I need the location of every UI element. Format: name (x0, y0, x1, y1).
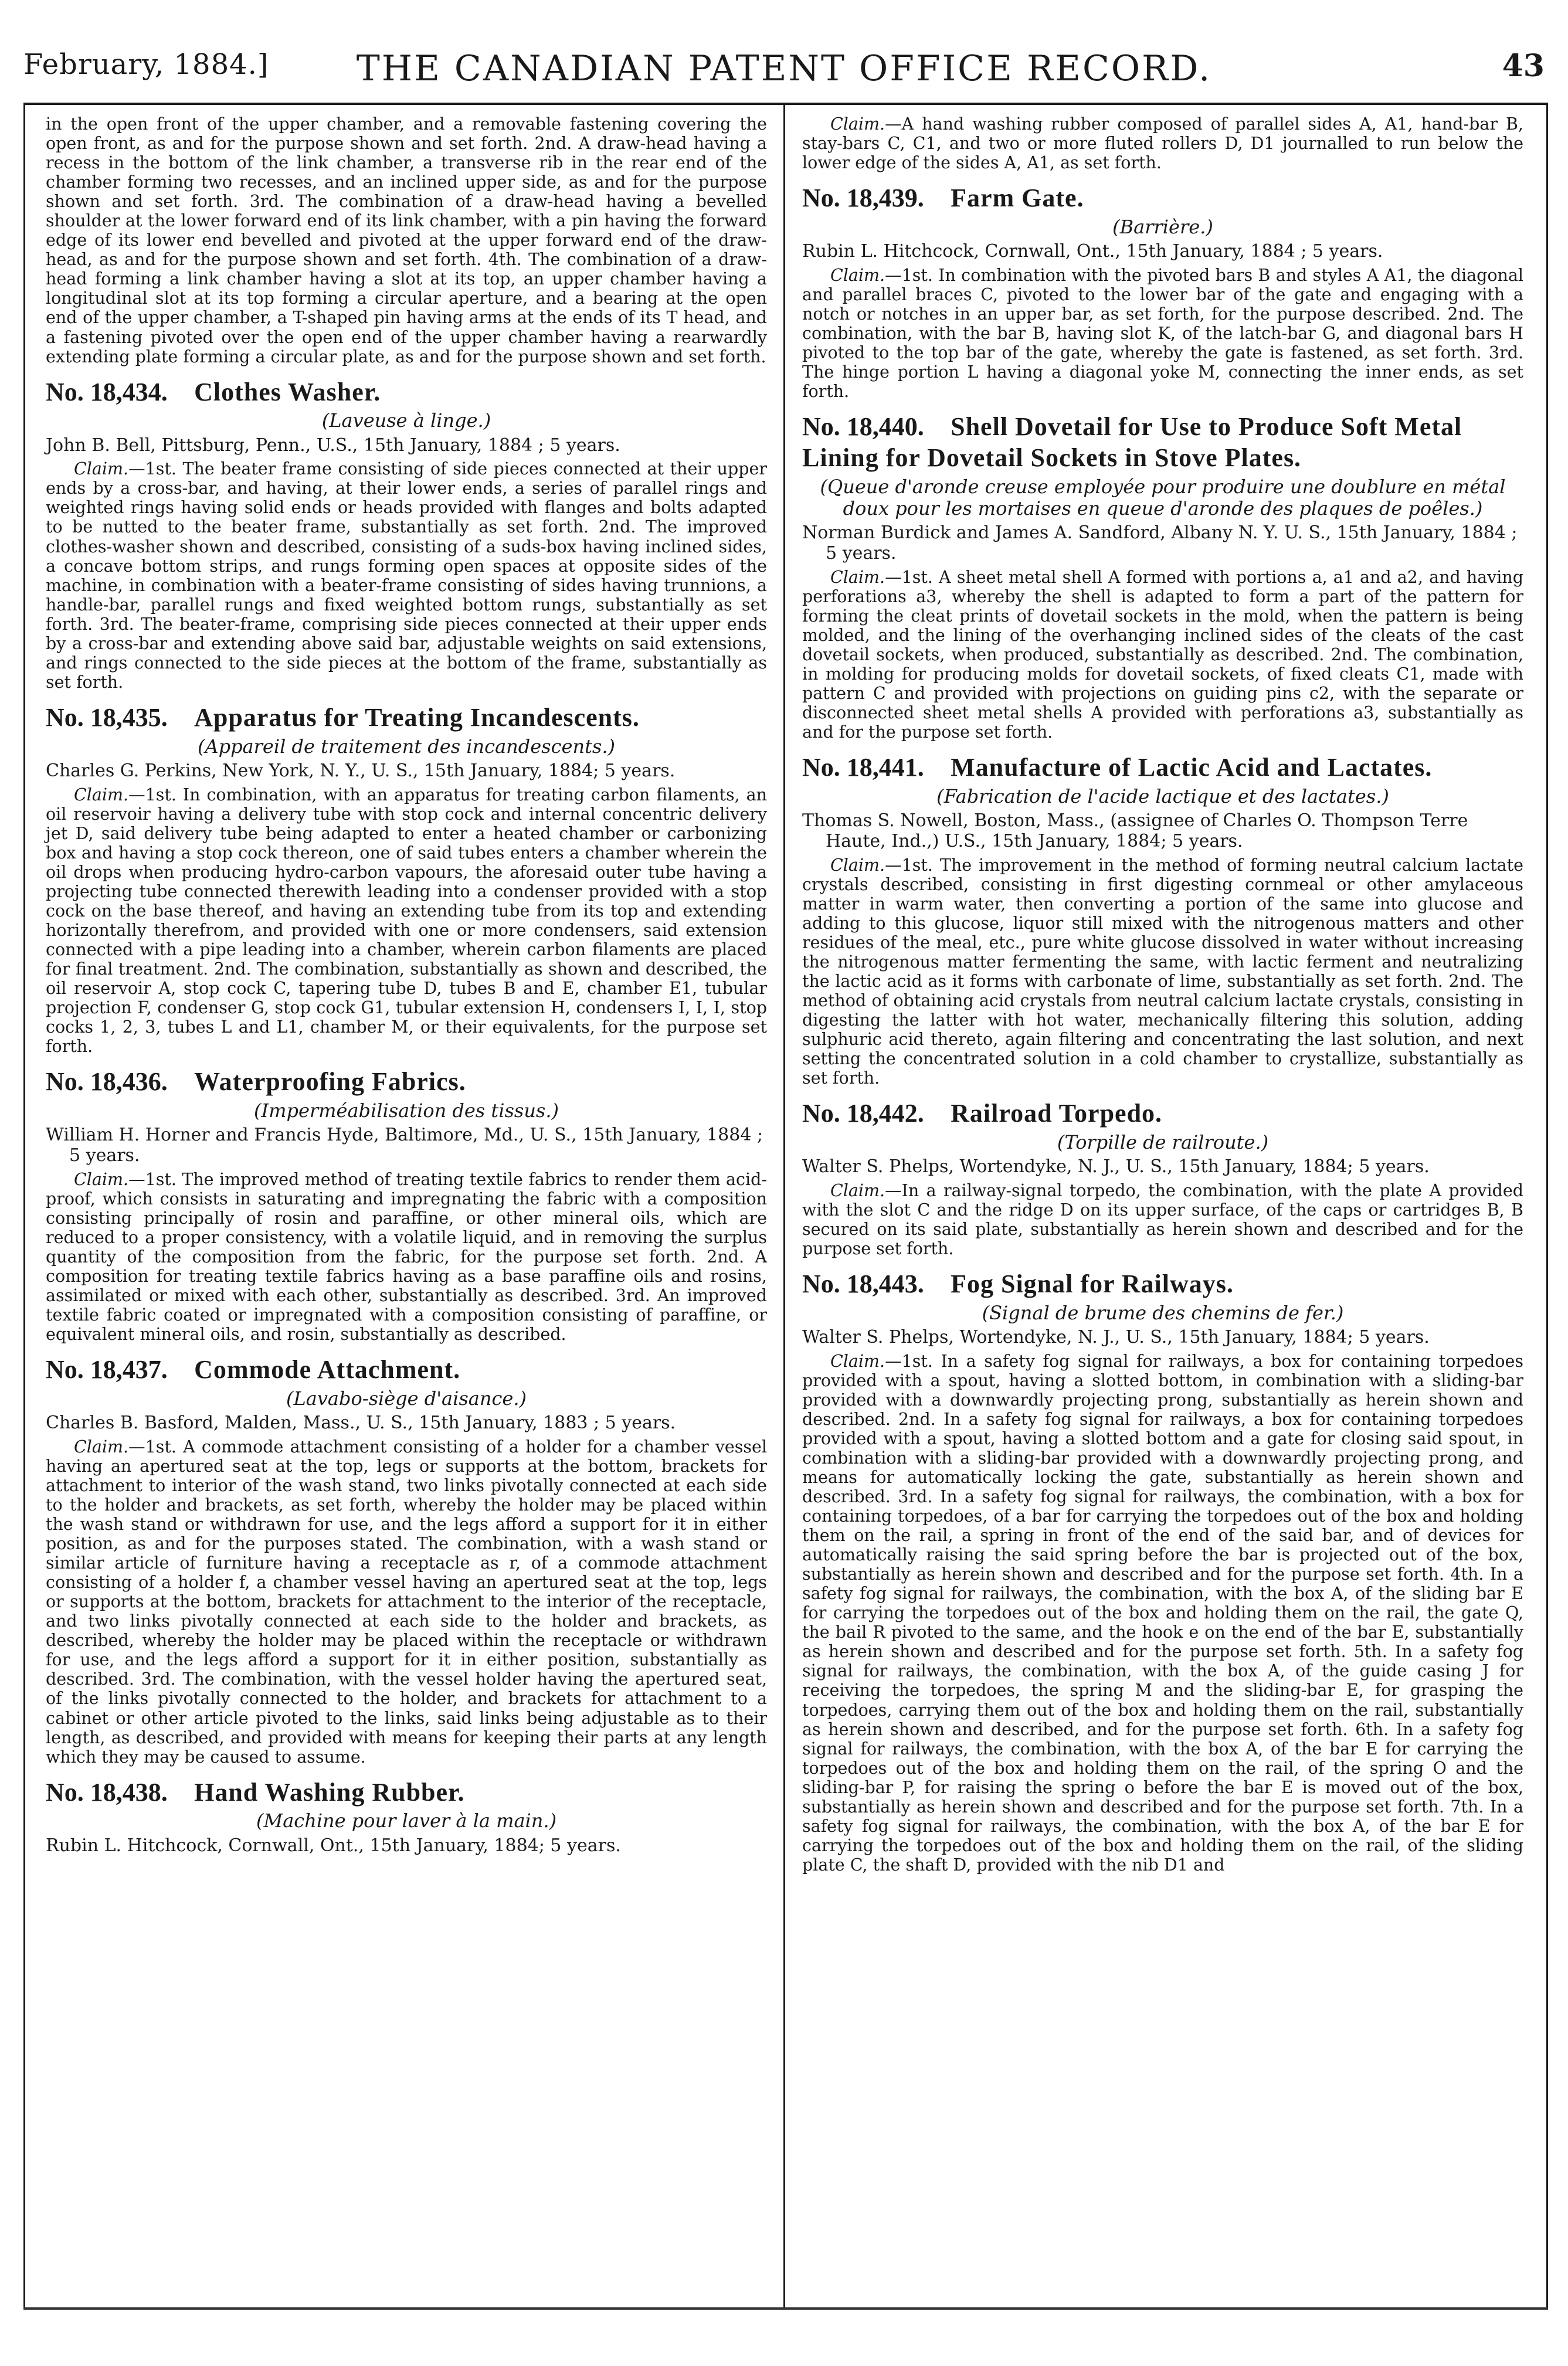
claim-label: Claim. (74, 1437, 129, 1457)
patent-entry (46, 1067, 767, 1344)
claim-text: —1st. The improved method of treating textile fabrics to render them acid-proof, which consists in saturating and impregnating the fabric with a composition consisting principally of rosin and paraffine, or other mineral oils, which are reduced to a proper consistency, with a volatile liquid, and in removing the surplus quantity of the composition from the fabric, for the purpose set forth. 2nd. A composition for treating textile fabrics having as a base paraffine oils and rosins, assimilated or mixed with each other, substantially as described. 3rd. An improved textile fabric coated or impregnated with a composition consisting of paraffine, or equivalent mineral oils, and rosin, substantially as described. (46, 1169, 767, 1345)
claim-text: —1st. The improvement in the method of forming neutral calcium lactate crystals described, consisting in first digesting cornmeal or other amylaceous matter in warm water, then converting a portion of the same into glucose and adding to this glucose, liquor still mixed with the nitrogenous matters and other residues of the meal, etc., pure white glucose dissolved in water without increasing the nitrogenous matter fermenting the same, with lactic ferment and neutralizing the lactic acid as it forms with carbonate of lime, substantially as set forth. 2nd. The method of obtaining acid crystals from neutral calcium lactate crystals, consisting in digesting the latter with hot water, mechanically filtering this solution, adding sulphuric acid thereto, again filtering and concentrating the last solution, and next setting the concentrated solution in a cold chamber to crystallize, substantially as set forth. (802, 855, 1523, 1088)
patent-entry (46, 377, 767, 692)
patent-title: Fog Signal for Railways. (951, 1269, 1234, 1298)
claim-text: —1st. A sheet metal shell A formed with portions a, a1 and a2, and having perforations a3, whereby the shell is adapted to form a part of the pattern for forming the cleat prints of dovetail sockets in the mold, when the pattern is being molded, and the lining of the overhanging inclined sides of the cleats of the cast dovetail sockets, when produced, substantially as described. 2nd. The combination, in molding for producing molds for dovetail sockets, of fixed cleats C1, made with pattern C and provided with projections on guiding pins c2, with the separate or disconnected sheet metal shells A provided with perforations a3, substantially as and for the purpose set forth. (802, 567, 1523, 742)
header-date: February, 1884.] (23, 48, 269, 81)
inventor-line: Rubin L. Hitchcock, Cornwall, Ont., 15th January, 1884; 5 years. (46, 1835, 621, 1856)
inventor-line: William H. Horner and Francis Hyde, Baltimore, Md., U. S., 15th January, 1884 ; 5 years. (46, 1125, 763, 1166)
entry-heading (802, 752, 1523, 783)
entry-heading (802, 412, 1523, 474)
claim-label: Claim. (74, 785, 129, 804)
inventor-line: John B. Bell, Pittsburg, Penn., U.S., 15th January, 1884 ; 5 years. (46, 434, 620, 456)
french-title: (Fabrication de l'acide lactique et des lactates.) (936, 785, 1389, 807)
french-title: (Machine pour laver à la main.) (256, 1810, 557, 1832)
patent-title: Farm Gate. (951, 184, 1084, 213)
continuation-claim (802, 114, 1523, 172)
claim-label: Claim. (74, 459, 129, 479)
patent-entry (802, 183, 1523, 401)
inventor-line: Charles G. Perkins, New York, N. Y., U. S., 15th January, 1884; 5 years. (46, 760, 676, 781)
claim-text: —In a railway-signal torpedo, the combination, with the plate A provided with the slot C and the ridge D on its upper surface, of the caps or cartridges B, B secured on its said plate, substantially as herein shown and described and for the purpose set forth. (802, 1180, 1523, 1258)
french-title: (Torpille de railroute.) (1057, 1131, 1269, 1153)
claim-paragraph (46, 785, 767, 1057)
french-title: (Barrière.) (1112, 215, 1213, 238)
claim-label: Claim. (830, 855, 885, 875)
patent-title: Railroad Torpedo. (951, 1099, 1163, 1128)
french-title: (Imperméabilisation des tissus.) (253, 1099, 559, 1122)
claim-paragraph (802, 1181, 1523, 1258)
patent-title: Apparatus for Treating Incandescents. (194, 702, 640, 732)
patent-title: Manufacture of Lactic Acid and Lactates. (951, 753, 1433, 782)
inventor-line: Thomas S. Nowell, Boston, Mass., (assignee of Charles O. Thompson Terre Haute, Ind.,) U.S., 15th January, 1884; 5 years. (802, 810, 1468, 851)
claim-label: Claim. (830, 567, 885, 587)
claim-label: Claim. (830, 1351, 885, 1371)
right-entries (802, 183, 1523, 1875)
left-entries (46, 377, 767, 1856)
patent-entry (802, 412, 1523, 742)
patent-number: No. 18,438. (46, 1777, 168, 1807)
page-number: 43 (1502, 48, 1545, 84)
patent-entry (46, 702, 767, 1056)
claim-label: Claim. (830, 114, 885, 134)
column-divider (783, 103, 785, 2307)
bottom-rule (23, 2307, 1548, 2310)
french-title: (Lavabo-siège d'aisance.) (286, 1387, 527, 1410)
claim-paragraph (46, 1437, 767, 1767)
entry-heading (802, 183, 1523, 214)
french-title: (Appareil de traitement des incandescents.) (197, 735, 615, 758)
claim-text: —1st. In a safety fog signal for railways, a box for containing torpedoes provided with a spout, having a slotted bottom, in combination with a sliding-bar provided with a downwardly projecting prong, substantially as herein shown and described. 2nd. In a safety fog signal for railways, a box for containing torpedoes provided with a spout, having a slotted bottom and a gate for closing said spout, in combination with a sliding-bar provided with a downwardly projecting prong, and means for automatically locking the gate, substantially as herein shown and described. 3rd. In a safety fog signal for railways, the combination, with a box for containing torpedoes, of a bar for carrying the torpedoes out of the box and holding them on the rail, a spring in front of the end of the said bar, and of devices for automatically raising the said spring before the bar is projected out of the box, substantially as herein shown and described and for the purpose set forth. 4th. In a safety fog signal for railways, the combination, with the box A, of the sliding bar E for carrying the torpedoes out of the box and holding them on the rail, the gate Q, the bail R pivoted to the same, and the hook e on the end of the bar E, substantially as herein shown and described and for the purpose set forth. 5th. In a safety fog signal for railways, the combination, with the box A, of the guide casing J for receiving the torpedoes, the spring M and the sliding-bar E, for grasping the torpedoes, carrying them out of the box and holding them on the rail, substantially as herein shown and described, and for the purpose set forth. 6th. In a safety fog signal for railways, the combination, with the box A, of the bar E for carrying the torpedoes out of the box and holding them on the rail, of the spring O and the sliding-bar P, for raising the spring o before the bar E is moved out of the box, substantially as herein shown and described and for the purpose set forth. 7th. In a safety fog signal for railways, the combination, with the box A, of the bar E for carrying the torpedoes out of the box and holding them on the rail, of the sliding plate C, the shaft D, provided with the nib D1 and (802, 1351, 1523, 1875)
claim-paragraph (802, 568, 1523, 742)
patent-entry (802, 1269, 1523, 1875)
patent-title: Hand Washing Rubber. (194, 1777, 465, 1807)
patent-number: No. 18,435. (46, 702, 168, 732)
inventor-line: Charles B. Basford, Malden, Mass., U. S., 15th January, 1883 ; 5 years. (46, 1413, 676, 1434)
claim-text: —A hand washing rubber composed of parallel sides A, A1, hand-bar B, stay-bars C, C1, and two or more fluted rollers D, D1 journalled to run below the lower edge of the sides A, A1, as set forth. (802, 114, 1523, 173)
left-column (46, 114, 767, 1863)
patent-number: No. 18,442. (802, 1099, 924, 1128)
patent-entry (802, 752, 1523, 1088)
continuation-text: in the open front of the upper chamber, and a removable fastening covering the open front, as and for the purpose shown and set forth. 2nd. A draw-head having a recess in the bottom of the link chamber, a transverse rib in the rear end of the chamber forming two recesses, and an inclined upper side, as and for the purpose shown and set forth. 3rd. The combination of a draw-head having a bevelled shoulder at the lower forward end of its link chamber, with a pin having the forward edge of its lower end bevelled and pivoted at the upper forward end of the draw-head, as and for the purpose shown and set forth. 4th. The combination of a draw-head forming a link chamber having a slot at its top, an upper chamber having a longitudinal slot at its top forming a circular aperture, and a bearing at the open end of the upper chamber, a T-shaped pin having arms at the ends of its T head, and a fastening pivoted over the open end of the upper chamber having a rearwardly extending plate forming a circular plate, as and for the purpose shown and set forth. (46, 114, 767, 366)
claim-text: —1st. In combination with the pivoted bars B and styles A A1, the diagonal and parallel braces C, pivoted to the lower bar of the gate and engaging with a notch or notches in an upper bar, as set forth, for the purpose described. 2nd. The combination, with the bar B, having slot K, of the latch-bar G, and diagonal bars H pivoted to the top bar of the gate, whereby the gate is fastened, as set forth. 3rd. The hinge portion L having a diagonal yoke M, connecting the inner ends, as set forth. (802, 265, 1523, 402)
header-title: THE CANADIAN PATENT OFFICE RECORD. (356, 48, 1212, 89)
patent-title: Clothes Washer. (194, 377, 381, 406)
claim-label: Claim. (74, 1169, 129, 1189)
patent-title: Waterproofing Fabrics. (194, 1067, 466, 1097)
patent-number: No. 18,441. (802, 753, 924, 782)
patent-title: Shell Dovetail for Use to Produce Soft Metal Lining for Dovetail Sockets in Stove Plates. (802, 412, 1462, 472)
claim-paragraph (802, 1352, 1523, 1875)
patent-number: No. 18,437. (46, 1355, 168, 1384)
patent-title: Commode Attachment. (194, 1355, 461, 1384)
claim-paragraph (46, 1170, 767, 1344)
patent-number: No. 18,439. (802, 184, 924, 213)
patent-number: No. 18,436. (46, 1067, 168, 1097)
french-title: (Signal de brume des chemins de fer.) (982, 1301, 1344, 1324)
french-title: (Laveuse à linge.) (321, 409, 491, 432)
entry-heading (802, 1098, 1523, 1129)
entry-heading (46, 1355, 767, 1386)
claim-label: Claim. (830, 265, 885, 285)
right-column (802, 114, 1523, 1882)
claim-text: —1st. A commode attachment consisting of a holder for a chamber vessel having an apertured seat at the top, legs or supports at the bottom, brackets for attachment to interior of the wash stand, two links pivotally connected at each side to the holder and brackets, as set forth, whereby the holder may be placed within the wash stand or withdrawn for use, and the legs afford a support for it in either position, as and for the purposes stated. The combination, with a wash stand or similar article of furniture having a receptacle as r, of a commode attachment consisting of a holder f, a chamber vessel having an apertured seat at the top, legs or supports at the bottom, brackets for attachment to the interior of the receptacle, and two links pivotally connected at each side to the holder and brackets, as described, whereby the holder may be placed within the receptacle or withdrawn for use, and the legs afford a support for it in either position, substantially as described. 3rd. The combination, with the vessel holder having the apertured seat, of the links pivotally connected to the holder, and brackets for attachment to a cabinet or other article pivoted to the links, said links being adjustable as to their length, as described, and provided with means for keeping their parts at any length which they may be caused to assume. (46, 1437, 767, 1767)
inventor-line: Norman Burdick and James A. Sandford, Albany N. Y. U. S., 15th January, 1884 ; 5 years. (802, 522, 1518, 564)
claim-paragraph (802, 266, 1523, 401)
claim-text: —1st. The beater frame consisting of side pieces connected at their upper ends by a cross-bar, and having, at their lower ends, a series of parallel rings and weighted rings having solid ends or heads provided with flanges and bolts adapted to be nutted to the beater frame, substantially as set forth. 2nd. The improved clothes-washer shown and described, consisting of a suds-box having inclined sides, a concave bottom strips, and rungs forming open spaces at opposite sides of the machine, in combination with a beater-frame consisting of sides having trunnions, a handle-bar, parallel rungs and fixed weighted bottom rungs, substantially as set forth. 3rd. The beater-frame, comprising side pieces connected at their upper ends by a cross-bar and extending above said bar, adjustable weights on said extensions, and rings connected to the side pieces at the bottom of the frame, substantially as set forth. (46, 459, 767, 692)
claim-paragraph (802, 856, 1523, 1088)
entry-heading (46, 377, 767, 408)
inventor-line: Rubin L. Hitchcock, Cornwall, Ont., 15th January, 1884 ; 5 years. (802, 241, 1383, 262)
patent-entry (802, 1098, 1523, 1258)
inventor-line: Walter S. Phelps, Wortendyke, N. J., U. S., 15th January, 1884; 5 years. (802, 1326, 1430, 1347)
claim-paragraph (46, 459, 767, 692)
patent-entry (46, 1777, 767, 1856)
french-title: (Queue d'aronde creuse employée pour produire une doublure en métal doux pour les mortaises en queue d'aronde des plaques de poêles.) (820, 475, 1506, 520)
patent-entry (46, 1355, 767, 1767)
inventor-line: Walter S. Phelps, Wortendyke, N. J., U. S., 15th January, 1884; 5 years. (802, 1156, 1430, 1177)
entry-heading (802, 1269, 1523, 1300)
entry-heading (46, 1777, 767, 1808)
entry-heading (46, 1067, 767, 1098)
page-header (23, 48, 1545, 101)
entry-heading (46, 702, 767, 734)
claim-text: —1st. In combination, with an apparatus for treating carbon filaments, an oil reservoir having a delivery tube with stop cock and internal concentric delivery jet D, said delivery tube being adapted to enter a heated chamber or carbonizing box and having a stop cock thereon, one of said tubes enters a chamber wherein the oil drops when producing hydro-carbon vapours, the aforesaid outer tube having a projecting tube connected therewith leading into a condenser provided with a stop cock on the base thereof, and having an extending tube from its top and extending horizontally therefrom, and provided with one or more condensers, said extension connected with a pipe leading into a chamber, wherein carbon filaments are placed for final treatment. 2nd. The combination, substantially as shown and described, the oil reservoir A, stop cock C, tapering tube D, tubes B and E, chamber E1, tubular projection F, condenser G, stop cock G1, tubular extension H, condensers I, I, I, stop cocks 1, 2, 3, tubes L and L1, chamber M, or their equivalents, for the purpose set forth. (46, 785, 767, 1057)
claim-label: Claim. (830, 1180, 885, 1200)
patent-number: No. 18,440. (802, 412, 924, 442)
patent-number: No. 18,443. (802, 1269, 924, 1298)
patent-number: No. 18,434. (46, 377, 168, 406)
